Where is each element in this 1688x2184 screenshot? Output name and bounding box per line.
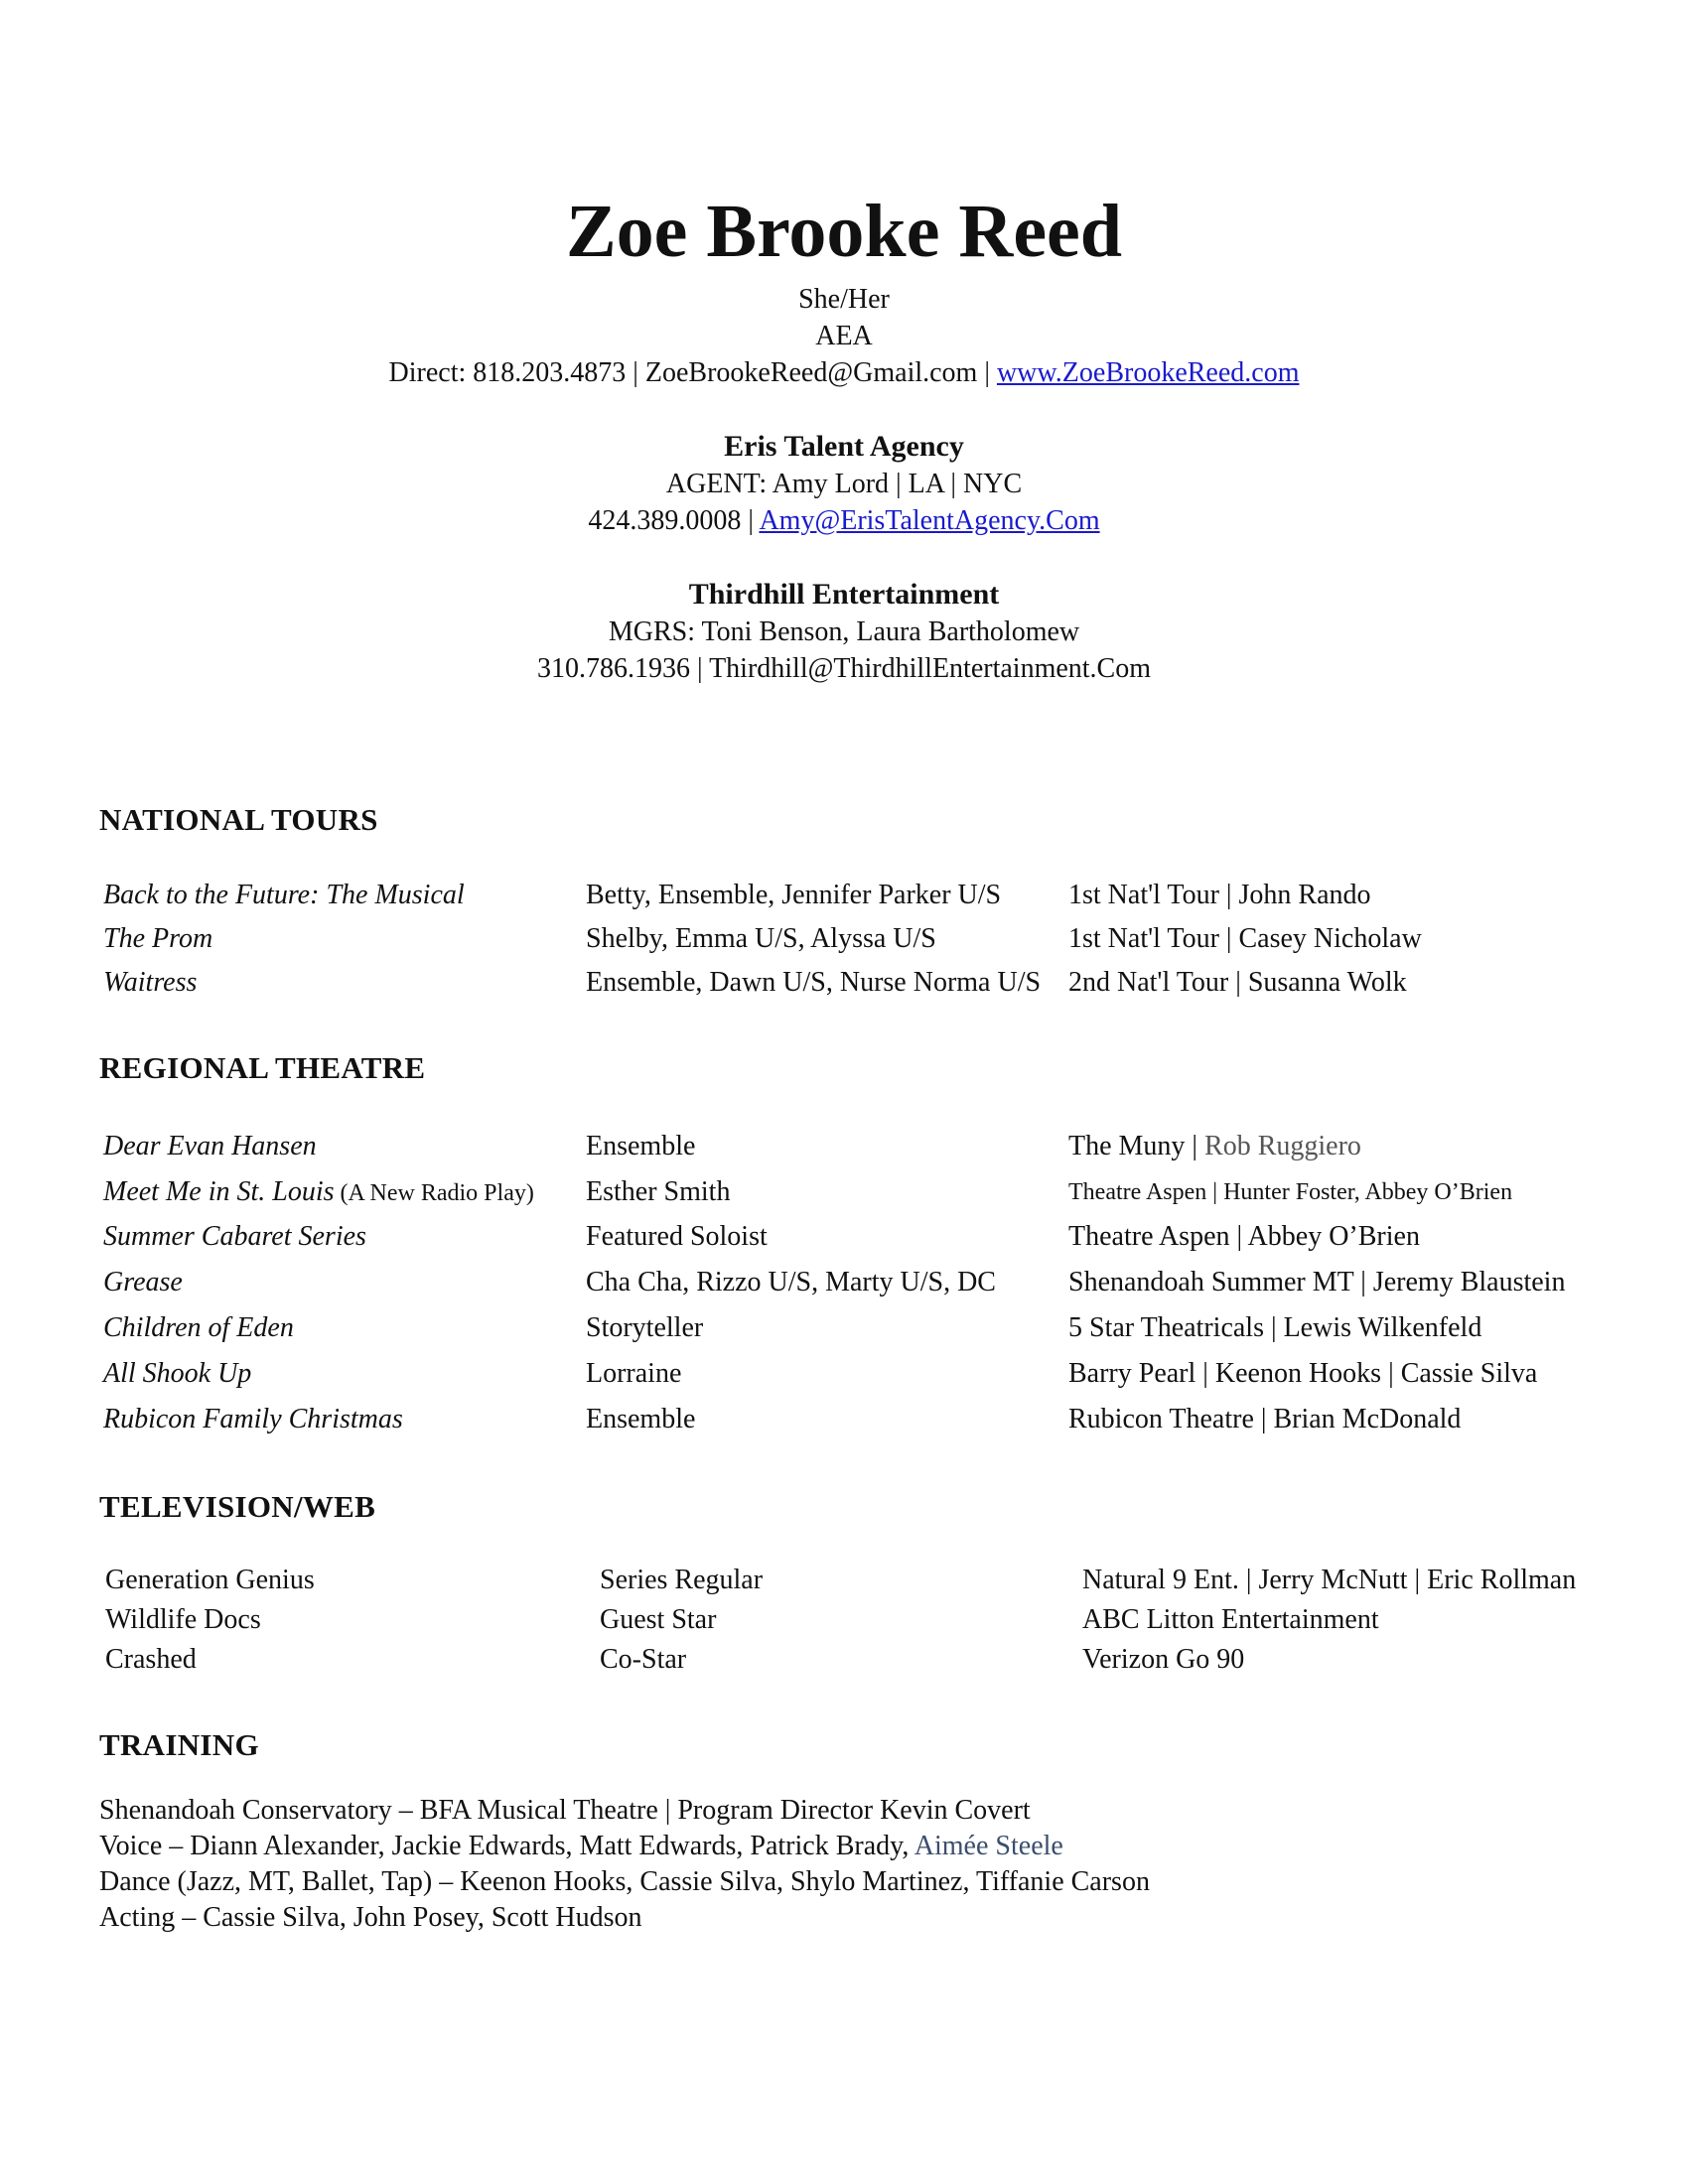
credit-role: Betty, Ensemble, Jennifer Parker U/S — [586, 880, 1002, 910]
credit-company — [1068, 1130, 1361, 1163]
credit-show: All Shook Up — [103, 1358, 252, 1389]
credit-show — [103, 1175, 534, 1210]
credit-show: Children of Eden — [103, 1312, 294, 1343]
credit-company: Barry Pearl | Keenon Hooks | Cassie Silva — [1068, 1358, 1538, 1389]
credit-role: Esther Smith — [586, 1176, 731, 1207]
section-title-television-web: TELEVISION/WEB — [99, 1489, 376, 1524]
credit-role: Storyteller — [586, 1312, 704, 1343]
credit-show: Crashed — [105, 1644, 197, 1675]
website-link[interactable]: www.ZoeBrookeReed.com — [996, 357, 1300, 389]
managers-line: MGRS: Toni Benson, Laura Bartholomew — [608, 616, 1080, 648]
training-line-acting: Acting – Cassie Silva, John Posey, Scott Hudson — [99, 1902, 642, 1933]
resume-header — [0, 189, 1688, 687]
credit-company: ABC Litton Entertainment — [1082, 1604, 1379, 1635]
union-affiliation: AEA — [815, 321, 873, 352]
credit-show: Summer Cabaret Series — [103, 1221, 366, 1252]
credit-director: Rob Ruggiero — [1204, 1131, 1361, 1161]
credit-show: Rubicon Family Christmas — [103, 1404, 403, 1434]
credit-role: Shelby, Emma U/S, Alyssa U/S — [586, 923, 936, 954]
pronouns: She/Her — [798, 284, 890, 316]
credit-role: Co-Star — [600, 1644, 687, 1675]
credit-show-title: Meet Me in St. Louis — [103, 1176, 335, 1207]
management-block — [0, 576, 1688, 687]
credit-company: 1st Nat'l Tour | Casey Nicholaw — [1068, 923, 1422, 954]
training-line-voice — [99, 1829, 1063, 1864]
credit-company: Rubicon Theatre | Brian McDonald — [1068, 1404, 1462, 1434]
voice-teacher-highlight: Aimée Steele — [914, 1831, 1063, 1861]
direct-contact-line — [0, 354, 1688, 391]
credit-show: Wildlife Docs — [105, 1604, 261, 1635]
credit-company: 5 Star Theatricals | Lewis Wilkenfeld — [1068, 1312, 1482, 1343]
training-line-school: Shenandoah Conservatory – BFA Musical Theatre | Program Director Kevin Covert — [99, 1795, 1031, 1826]
credit-role: Cha Cha, Rizzo U/S, Marty U/S, DC — [586, 1267, 996, 1297]
agency-name: Eris Talent Agency — [724, 430, 964, 464]
section-title-training: TRAINING — [99, 1727, 259, 1762]
actor-name: Zoe Brooke Reed — [565, 190, 1123, 273]
credit-role: Ensemble — [586, 1404, 696, 1434]
credit-role: Ensemble, Dawn U/S, Nurse Norma U/S — [586, 967, 1042, 998]
management-name: Thirdhill Entertainment — [688, 578, 1000, 612]
credit-show: Grease — [103, 1267, 183, 1297]
agency-block — [0, 428, 1688, 539]
training-line-dance: Dance (Jazz, MT, Ballet, Tap) – Keenon Hooks, Cassie Silva, Shylo Martinez, Tiffanie Carson — [99, 1866, 1150, 1897]
direct-contact: Direct: 818.203.4873 | ZoeBrookeReed@Gmail.com | — [388, 357, 997, 389]
credit-role: Featured Soloist — [586, 1221, 768, 1252]
credit-company: Theatre Aspen | Abbey O’Brien — [1068, 1221, 1420, 1252]
credit-role: Series Regular — [600, 1565, 764, 1595]
credit-company: 1st Nat'l Tour | John Rando — [1068, 880, 1371, 910]
credit-show: Generation Genius — [105, 1565, 315, 1595]
credit-show: Dear Evan Hansen — [103, 1131, 317, 1161]
credit-company: Theatre Aspen | Hunter Foster, Abbey O’Brien — [1068, 1179, 1513, 1205]
credit-company: 2nd Nat'l Tour | Susanna Wolk — [1068, 967, 1407, 998]
credit-role: Guest Star — [600, 1604, 717, 1635]
section-title-regional-theatre: REGIONAL THEATRE — [99, 1050, 426, 1085]
agency-email-link[interactable]: Amy@ErisTalentAgency.Com — [759, 505, 1100, 537]
credit-company: Natural 9 Ent. | Jerry McNutt | Eric Rollman — [1082, 1565, 1577, 1595]
credit-role: Ensemble — [586, 1131, 696, 1161]
credit-company: Shenandoah Summer MT | Jeremy Blaustein — [1068, 1267, 1566, 1297]
credit-show: The Prom — [103, 923, 213, 954]
voice-teachers: Voice – Diann Alexander, Jackie Edwards, Matt Edwards, Patrick Brady, — [99, 1831, 914, 1861]
credit-show-note: (A New Radio Play) — [334, 1180, 534, 1206]
credit-company: Verizon Go 90 — [1082, 1644, 1245, 1675]
section-title-national-tours: NATIONAL TOURS — [99, 802, 378, 837]
agency-phone: 424.389.0008 | — [588, 505, 760, 537]
management-contact: 310.786.1936 | Thirdhill@ThirdhillEntertainment.Com — [536, 653, 1152, 685]
agency-contact-line — [0, 502, 1688, 539]
credit-venue: The Muny | — [1068, 1131, 1205, 1161]
agent-line: AGENT: Amy Lord | LA | NYC — [665, 469, 1023, 500]
credit-show: Waitress — [103, 967, 198, 998]
credit-role: Lorraine — [586, 1358, 682, 1389]
credit-show: Back to the Future: The Musical — [103, 880, 465, 910]
